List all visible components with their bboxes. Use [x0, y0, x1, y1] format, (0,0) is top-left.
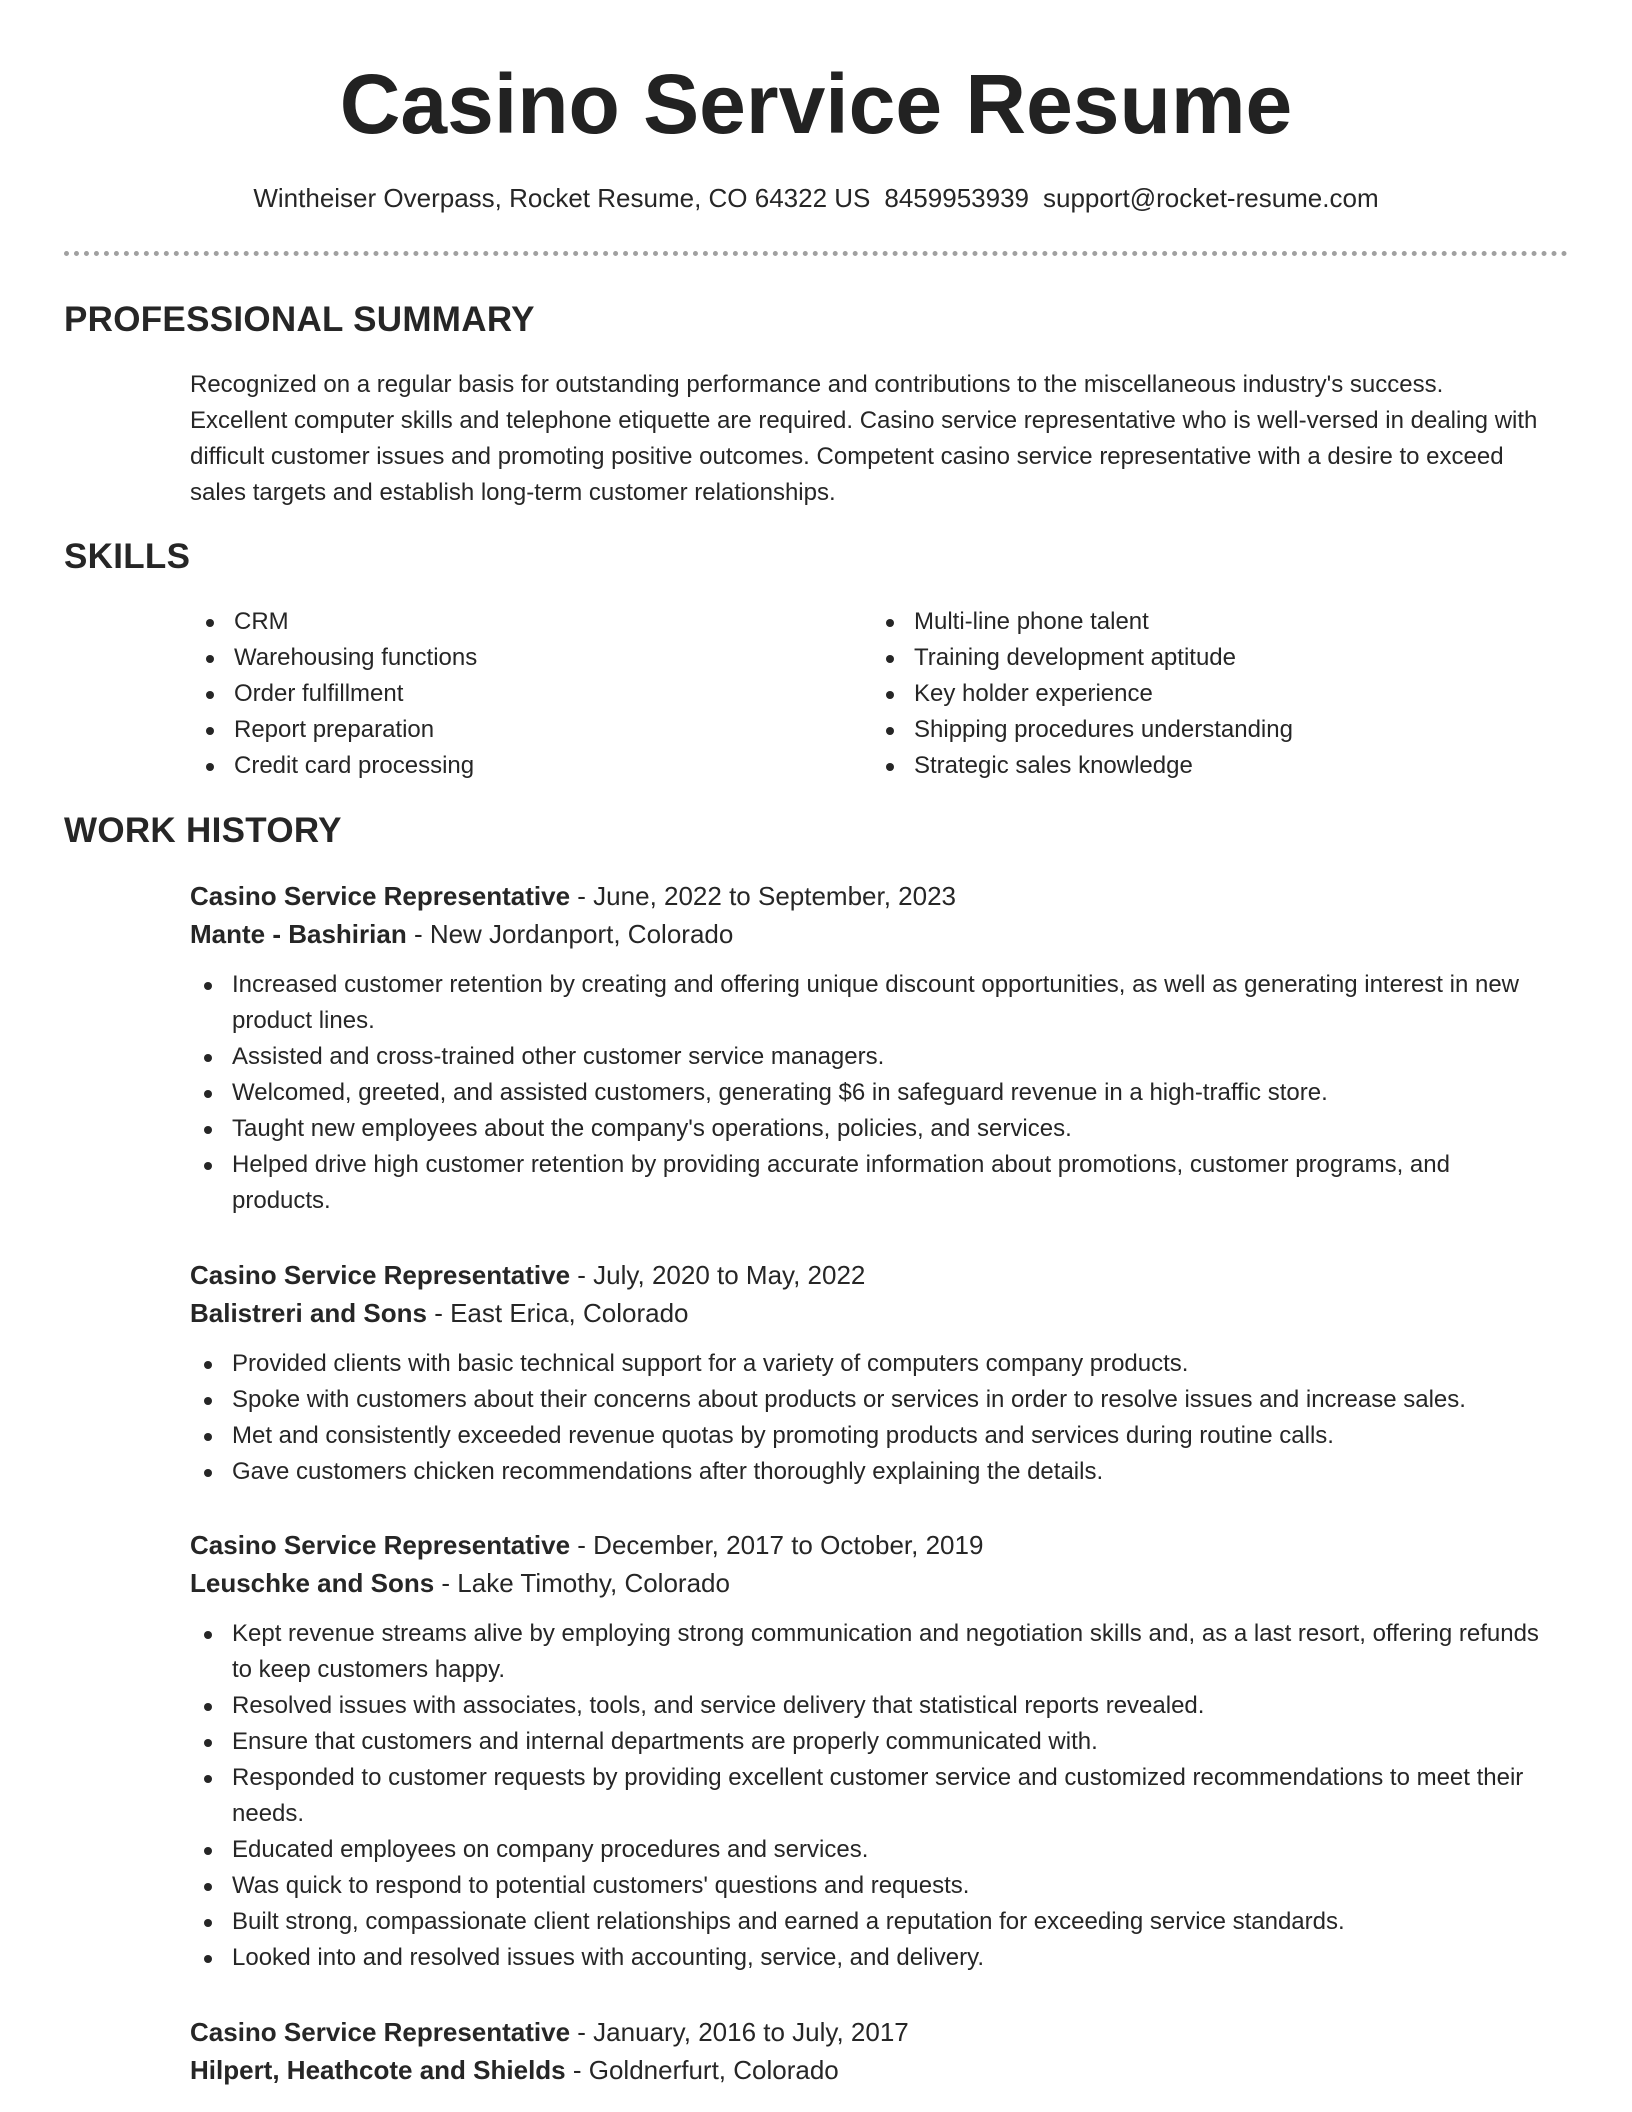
skill-item: Multi-line phone talent: [870, 604, 1510, 640]
summary-text: Recognized on a regular basis for outstanding performance and contributions to the miscellaneous industry's success. Excellent computer skills and telephone etiquette are required. Casino service representative who is well-versed in dealing with difficult customer issues and promoting positive outcomes. Competent casino service representative with a desire to exceed sales targets and establish long-term customer relationships.: [190, 371, 1538, 506]
job-bullet: Looked into and resolved issues with accounting, service, and delivery.: [188, 1940, 1548, 1976]
skills-column-left: [190, 604, 830, 784]
skills-list-right: [870, 604, 1510, 784]
job-entry: [190, 1256, 1550, 1490]
job-company: Mante - Bashirian: [190, 919, 407, 949]
section-title-summary: PROFESSIONAL SUMMARY: [64, 300, 535, 339]
job-bullet: Resolved issues with associates, tools, and service delivery that statistical reports revealed.: [188, 1688, 1548, 1724]
job-bullet: Ensure that customers and internal departments are properly communicated with.: [188, 1724, 1548, 1760]
job-bullets: [188, 1616, 1548, 1976]
job-location: - Goldnerfurt, Colorado: [565, 2055, 839, 2085]
job-title-line: [190, 877, 1550, 915]
job-company-line: [190, 1564, 1550, 1602]
job-location: - East Erica, Colorado: [426, 1298, 689, 1328]
job-entry: [190, 1526, 1550, 1976]
skill-item: Order fulfillment: [190, 676, 830, 712]
job-role: Casino Service Representative: [190, 2017, 571, 2047]
resume-title: Casino Service Resume: [339, 57, 1293, 151]
skill-item: CRM: [190, 604, 830, 640]
job-role: Casino Service Representative: [190, 881, 571, 911]
skill-item: Strategic sales knowledge: [870, 748, 1510, 784]
job-bullet: Welcomed, greeted, and assisted customers, generating $6 in safeguard revenue in a high-traffic store.: [188, 1075, 1548, 1111]
job-bullet: Gave customers chicken recommendations after thoroughly explaining the details.: [188, 1454, 1548, 1490]
job-dates: - December, 2017 to October, 2019: [570, 1530, 984, 1560]
job-dates: - January, 2016 to July, 2017: [570, 2017, 909, 2047]
job-bullet: Kept revenue streams alive by employing strong communication and negotiation skills and, as a last resort, offering refunds to keep customers happy.: [188, 1616, 1548, 1688]
skill-item: Report preparation: [190, 712, 830, 748]
skill-item: Key holder experience: [870, 676, 1510, 712]
job-bullet: Responded to customer requests by providing excellent customer service and customized recommendations to meet their needs.: [188, 1760, 1548, 1832]
job-entry: [190, 877, 1550, 1219]
job-bullets: [188, 967, 1548, 1219]
job-bullet: Spoke with customers about their concerns about products or services in order to resolve issues and increase sales.: [188, 1382, 1548, 1418]
job-bullet: Met and consistently exceeded revenue quotas by promoting products and services during routine calls.: [188, 1418, 1548, 1454]
contact-address: Wintheiser Overpass, Rocket Resume, CO 64322 US: [253, 183, 871, 213]
job-title-line: [190, 2013, 1550, 2051]
job-dates: - July, 2020 to May, 2022: [570, 1260, 866, 1290]
job-title-line: [190, 1526, 1550, 1564]
job-bullet: Helped drive high customer retention by providing accurate information about promotions, customer programs, and products.: [188, 1147, 1548, 1219]
job-location: - Lake Timothy, Colorado: [434, 1568, 730, 1598]
job-title-line: [190, 1256, 1550, 1294]
job-bullet: Built strong, compassionate client relationships and earned a reputation for exceeding service standards.: [188, 1904, 1548, 1940]
job-entry: [190, 2013, 1550, 2089]
job-bullet: Educated employees on company procedures and services.: [188, 1832, 1548, 1868]
job-company: Leuschke and Sons: [190, 1568, 435, 1598]
contact-phone: 8459953939: [884, 183, 1029, 213]
skill-item: Shipping procedures understanding: [870, 712, 1510, 748]
job-bullet: Assisted and cross-trained other customer service managers.: [188, 1039, 1548, 1075]
header-divider: [64, 251, 1568, 256]
job-location: - New Jordanport, Colorado: [406, 919, 734, 949]
job-company: Balistreri and Sons: [190, 1298, 427, 1328]
job-bullet: Provided clients with basic technical support for a variety of computers company products.: [188, 1346, 1548, 1382]
job-company-line: [190, 915, 1550, 953]
job-bullets: [188, 1346, 1548, 1490]
skills-column-right: [870, 604, 1510, 784]
skills-list-left: [190, 604, 830, 784]
section-title-work-history: WORK HISTORY: [64, 811, 342, 850]
job-company-line: [190, 2051, 1550, 2089]
job-role: Casino Service Representative: [190, 1530, 571, 1560]
job-bullet: Increased customer retention by creating and offering unique discount opportunities, as well as generating interest in new product lines.: [188, 967, 1548, 1039]
job-role: Casino Service Representative: [190, 1260, 571, 1290]
skill-item: Warehousing functions: [190, 640, 830, 676]
section-title-skills: SKILLS: [64, 537, 191, 576]
job-bullet: Was quick to respond to potential customers' questions and requests.: [188, 1868, 1548, 1904]
contact-line: [0, 180, 1632, 216]
job-company-line: [190, 1294, 1550, 1332]
contact-email: support@rocket-resume.com: [1043, 183, 1379, 213]
skill-item: Credit card processing: [190, 748, 830, 784]
job-bullet: Taught new employees about the company's operations, policies, and services.: [188, 1111, 1548, 1147]
skill-item: Training development aptitude: [870, 640, 1510, 676]
job-company: Hilpert, Heathcote and Shields: [190, 2055, 566, 2085]
job-dates: - June, 2022 to September, 2023: [570, 881, 957, 911]
